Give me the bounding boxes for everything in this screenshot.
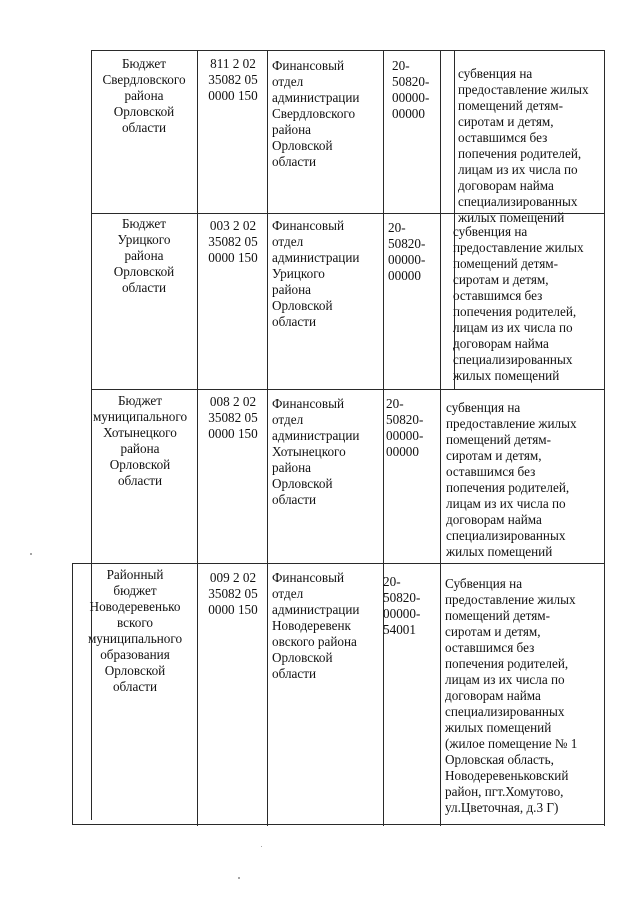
table-cell-purpose: субвенция на предоставление жилых помещений детям- сиротам и детям, оставшимся без попечения родителей, лицам из их числа по договорам найма специализированных жилых помещений [446, 400, 577, 559]
table-cell-budget: Районный бюджет Новодеревенько вского муниципального образования Орловской области [87, 567, 183, 694]
table-cell-code: 811 2 02 35082 05 0000 150 [208, 56, 258, 103]
table-cell-code: 009 2 02 35082 05 0000 150 [208, 570, 258, 617]
table-cell-budget: Бюджет Свердловского района Орловской области [102, 56, 186, 135]
table-cell-admin: Финансовый отдел администрации Новодеревенк овского района Орловской области [272, 570, 360, 681]
table-cell-purpose: субвенция на предоставление жилых помещений детям- сиротам и детям, оставшимся без попечения родителей, лицам из их числа по договорам найма специализированных жилых помещений [458, 66, 589, 225]
table-cell-target: 20- 50820- 00000- 00000 [386, 396, 424, 459]
table-border-bottom [72, 824, 605, 825]
table-cell-budget: Бюджет муниципального Хотынецкого района Орловской области [92, 393, 188, 488]
table-border-top [91, 50, 605, 51]
table-cell-target: 20- 50820- 00000- 54001 [383, 574, 421, 637]
scan-speck [30, 553, 32, 555]
table-cell-target: 20- 50820- 00000- 00000 [388, 220, 426, 283]
table-cell-target: 20- 50820- 00000- 00000 [392, 58, 430, 121]
scan-speck [261, 846, 262, 847]
table-cell-purpose: субвенция на предоставление жилых помещений детям- сиротам и детям, оставшимся без попечения родителей, лицам из их числа по договорам найма специализированных жилых помещений [453, 224, 584, 383]
table-cell-budget: Бюджет Урицкого района Орловской области [113, 216, 175, 295]
table-cell-purpose: Субвенция на предоставление жилых помещений детям- сиротам и детям, оставшимся без попечения родителей, лицам из их числа по договорам найма специализированных жилых помещений (жилое помещение № 1 Орловская область, Новодеревеньковский район, пгт.Хомутово, ул.Цветочная, д.3 Г) [445, 576, 578, 815]
table-cell-admin: Финансовый отдел администрации Урицкого района Орловской области [272, 218, 360, 329]
column-divider-3 [383, 50, 384, 826]
row-divider-2 [91, 389, 605, 390]
table-cell-code: 008 2 02 35082 05 0000 150 [208, 394, 258, 441]
table-cell-admin: Финансовый отдел администрации Свердловского района Орловской области [272, 58, 360, 169]
column-divider-2 [267, 50, 268, 826]
row-divider-3 [72, 563, 605, 564]
table-cell-code: 003 2 02 35082 05 0000 150 [208, 218, 258, 265]
table-border-left-lower [72, 563, 73, 825]
table-cell-admin: Финансовый отдел администрации Хотынецкого района Орловской области [272, 396, 360, 507]
column-divider-1 [197, 50, 198, 826]
column-divider-4 [440, 50, 441, 826]
table-border-right [604, 50, 605, 826]
scan-speck [238, 877, 240, 879]
